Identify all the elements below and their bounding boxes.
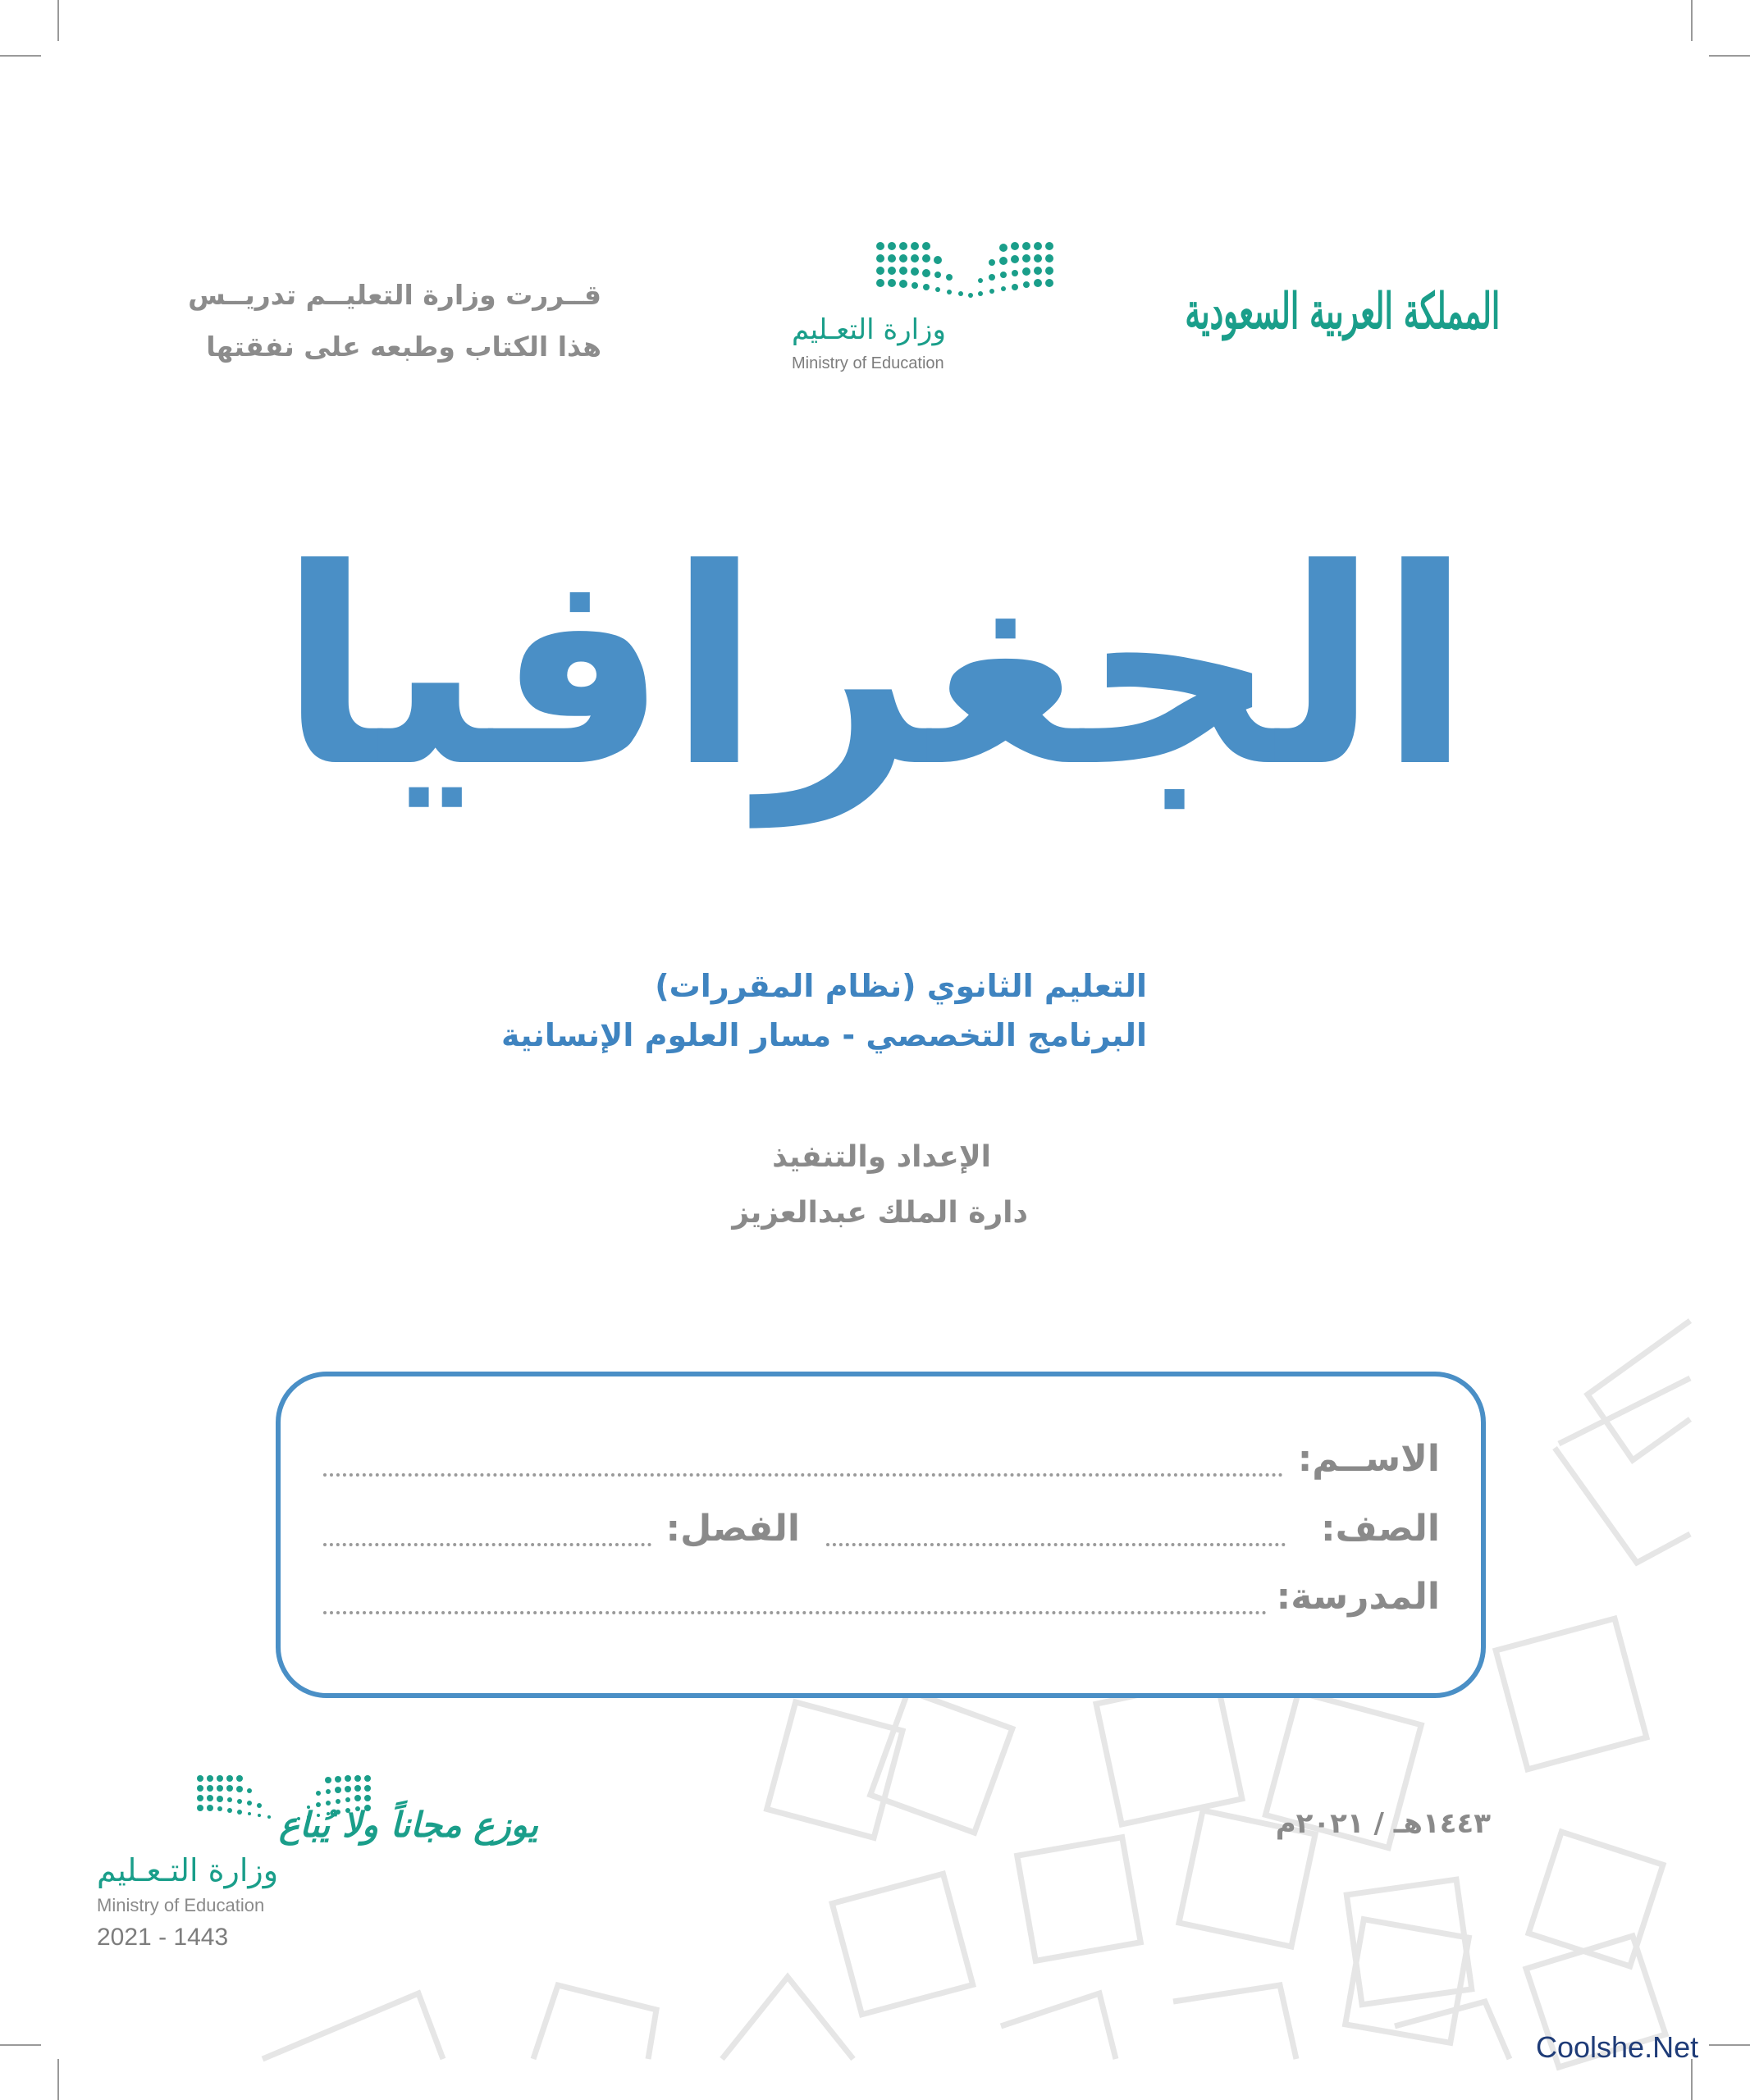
class-field[interactable] [323, 1543, 651, 1546]
moe-dots-icon [874, 238, 1153, 312]
moe-footer-english: Ministry of Education [97, 1895, 265, 1915]
watermark: Coolshe.Net [1536, 2030, 1699, 2064]
school-field[interactable] [323, 1611, 1267, 1614]
decree-line-2: هذا الكتاب وطبعه على نفقتها [206, 331, 601, 363]
class-label: الفصل: [665, 1508, 800, 1550]
edition-year: ١٤٤٣هـ / ٢٠٢١م [1275, 1807, 1491, 1840]
decree-line-1: قــررت وزارة التعليــم تدريــس [188, 279, 601, 311]
book-title: الجغرافيا [278, 511, 1472, 826]
moe-footer-arabic: وزارة التـعـليم [97, 1852, 279, 1888]
prepared-by-label: الإعداد والتنفيذ [772, 1140, 991, 1174]
name-label: الاســم: [1297, 1438, 1440, 1480]
subtitle-line-2: البرنامج التخصصي - مسار العلوم الإنسانية [501, 1017, 1147, 1053]
grade-label: الصف: [1321, 1508, 1440, 1550]
moe-logo-arabic: وزارة التعـليم [792, 313, 946, 346]
grade-field[interactable] [826, 1543, 1286, 1546]
school-label: المدرسة: [1276, 1576, 1440, 1618]
kingdom-emblem: المملكة العربية السعودية [1185, 283, 1500, 340]
free-distribution-note: يوزع مجاناً ولا يُباع [279, 1805, 538, 1845]
subtitle-line-1: التعليم الثانوي (نظام المقررات) [655, 968, 1147, 1004]
moe-logo-english: Ministry of Education [792, 354, 944, 372]
footer-years: 2021 - 1443 [97, 1924, 229, 1951]
student-info-box [276, 1372, 1486, 1698]
name-field[interactable] [323, 1473, 1283, 1477]
prepared-by-org: دارة الملك عبدالعزيز [732, 1196, 1028, 1230]
moe-logo [784, 238, 1062, 386]
